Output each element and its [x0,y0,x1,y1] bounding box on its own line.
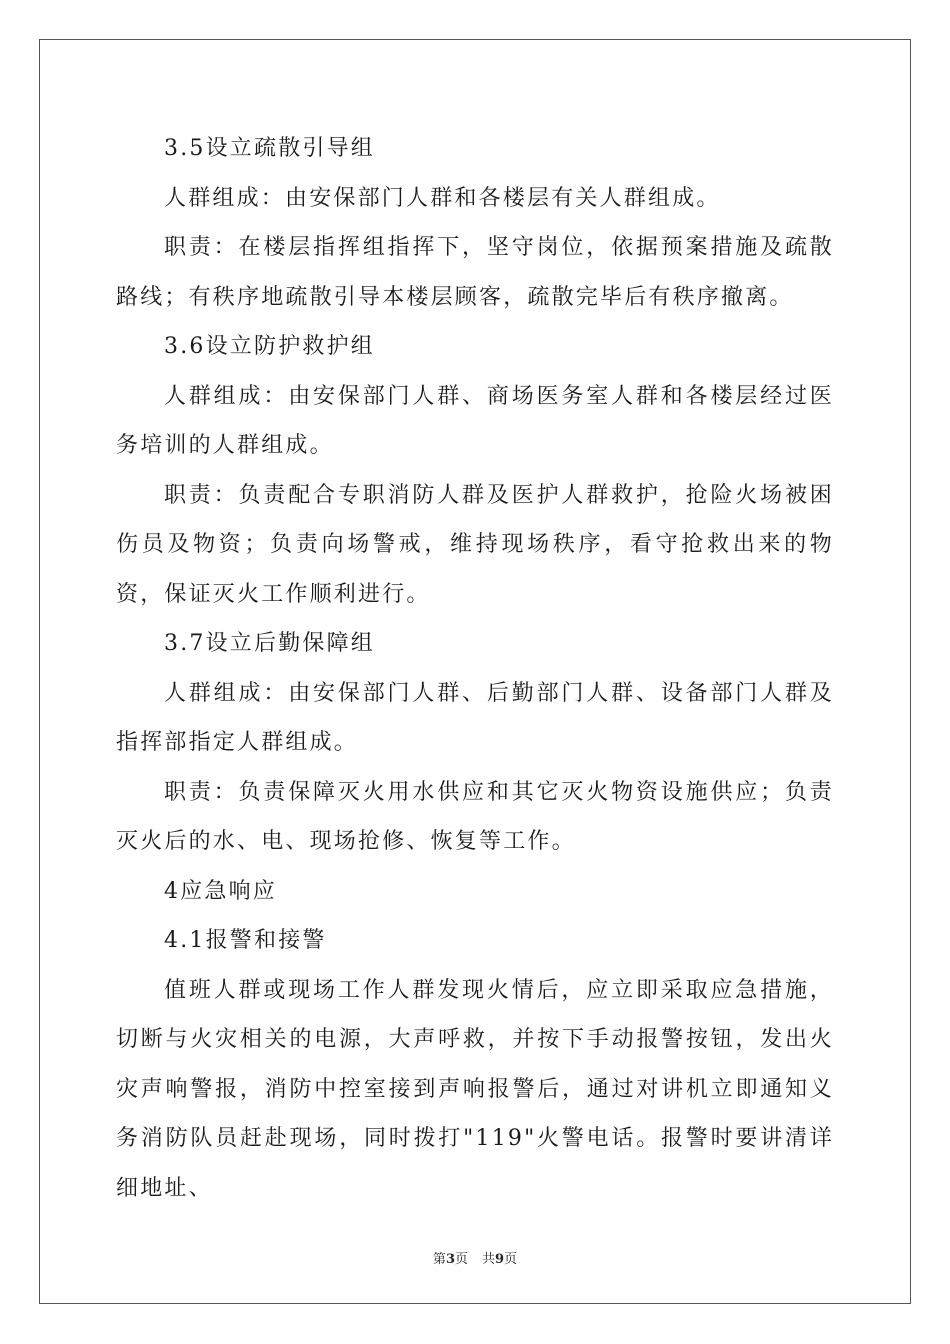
page-footer [0,1248,950,1267]
paragraph-3-5-duties: 职责：在楼层指挥组指挥下，坚守岗位，依据预案措施及疏散路线；有秩序地疏散引导本楼层顾客，疏散完毕后有秩序撤离。 [116,235,834,310]
paragraph-3-6-members: 人群组成：由安保部门人群、商场医务室人群和各楼层经过医务培训的人群组成。 [116,383,834,458]
page-current: 3 [445,1252,455,1267]
paragraph-4-1-alarm: 值班人群或现场工作人群发现火情后，应立即采取应急措施，切断与火灾相关的电源，大声呼救，并按下手动报警按钮，发出火灾声响警报，消防中控室接到声响报警后，通过对讲机立即通知义务消防队员赶赴现场，同时拨打"119"火警电话。报警时要讲清详细地址、 [116,977,834,1201]
heading-4-1: 4.1报警和接警 [164,928,327,953]
heading-3-7: 3.7设立后勤保障组 [164,631,375,656]
paragraph-3-7-members: 人群组成：由安保部门人群、后勤部门人群、设备部门人群及指挥部指定人群组成。 [116,680,834,755]
total-suffix: 页 [504,1252,518,1267]
paragraph-3-7-duties: 职责：负责保障灭火用水供应和其它灭火物资设施供应；负责灭火后的水、电、现场抢修、恢复等工作。 [116,779,834,854]
document-body [116,124,834,1213]
heading-3-6: 3.6设立防护救护组 [164,334,375,359]
page-prefix: 第 [432,1252,446,1267]
page-total: 9 [495,1252,505,1267]
heading-4: 4应急响应 [164,878,277,904]
total-prefix: 共 [482,1252,496,1267]
paragraph-3-5-members: 人群组成：由安保部门人群和各楼层有关人群组成。 [164,185,721,211]
heading-3-5: 3.5设立疏散引导组 [164,136,375,161]
page-suffix: 页 [454,1252,468,1267]
paragraph-3-6-duties: 职责：负责配合专职消防人群及医护人群救护，抢险火场被困伤员及物资；负责向场警戒，维持现场秩序，看守抢救出来的物资，保证灭火工作顺利进行。 [116,482,834,607]
